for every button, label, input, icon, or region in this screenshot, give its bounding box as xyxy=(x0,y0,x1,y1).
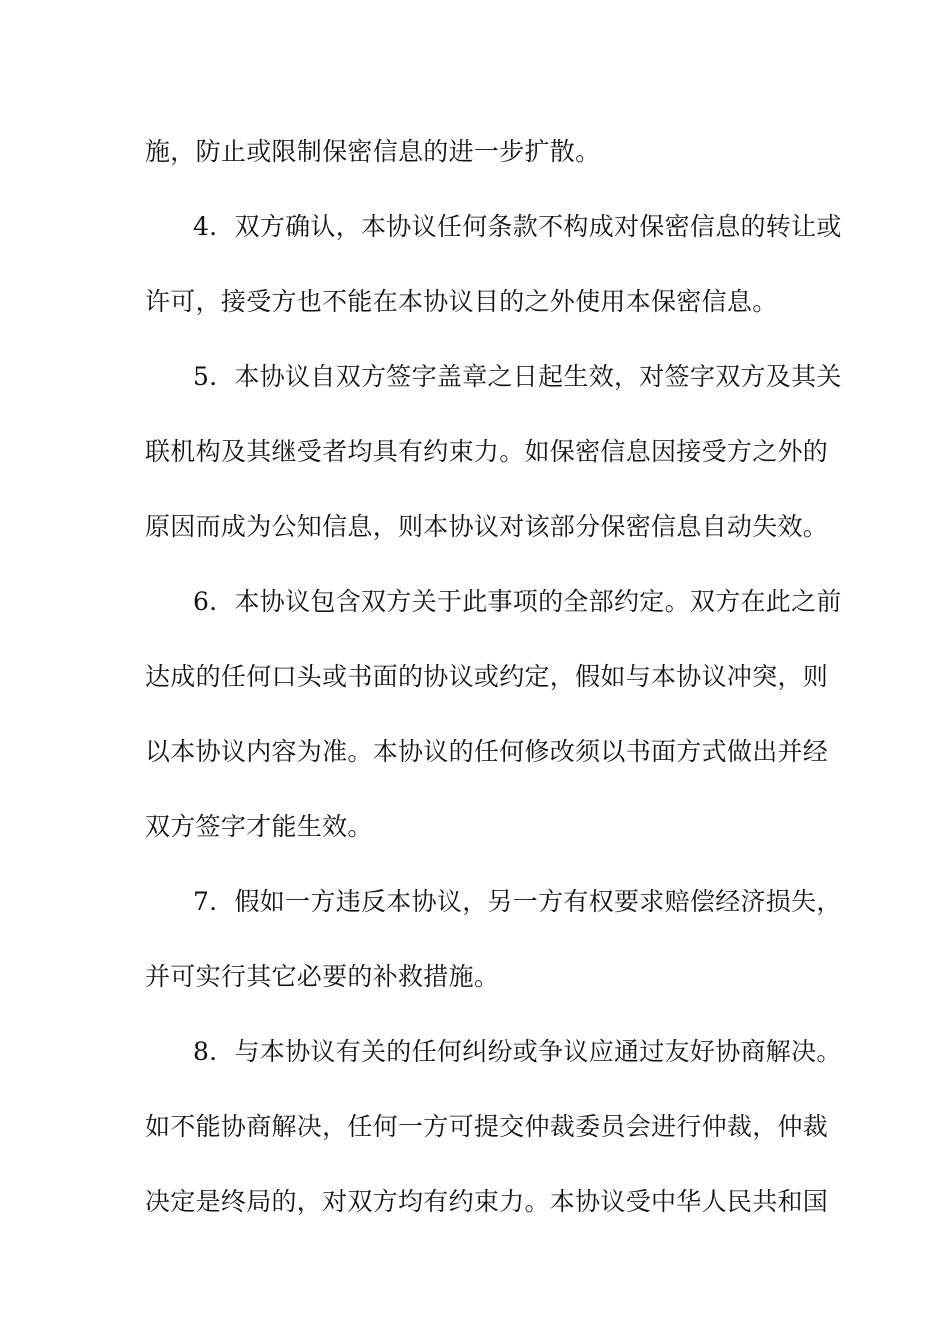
paragraph-line: 联机构及其继受者均具有约束力。如保密信息因接受方之外的 xyxy=(145,437,829,466)
paragraph-line: 施，防止或限制保密信息的进一步扩散。 xyxy=(145,137,601,166)
paragraph-line: 原因而成为公知信息，则本协议对该部分保密信息自动失效。 xyxy=(145,512,829,541)
paragraph-line: 决定是终局的，对双方均有约束力。本协议受中华人民共和国 xyxy=(145,1187,829,1216)
paragraph-line: 以本协议内容为准。本协议的任何修改须以书面方式做出并经 xyxy=(145,737,829,766)
clause-7-line: 7．假如一方违反本协议，另一方有权要求赔偿经济损失， xyxy=(193,887,842,916)
clause-5-line: 5．本协议自双方签字盖章之日起生效，对签字双方及其关 xyxy=(193,362,842,391)
clause-4-line: 4．双方确认，本协议任何条款不构成对保密信息的转让或 xyxy=(193,212,842,241)
paragraph-line: 并可实行其它必要的补救措施。 xyxy=(145,962,500,991)
paragraph-line: 达成的任何口头或书面的协议或约定，假如与本协议冲突，则 xyxy=(145,662,829,691)
paragraph-line: 许可，接受方也不能在本协议目的之外使用本保密信息。 xyxy=(145,287,778,316)
paragraph-line: 如不能协商解决，任何一方可提交仲裁委员会进行仲裁，仲裁 xyxy=(145,1112,829,1141)
clause-8-line: 8．与本协议有关的任何纠纷或争议应通过友好协商解决。 xyxy=(193,1037,842,1066)
clause-6-line: 6．本协议包含双方关于此事项的全部约定。双方在此之前 xyxy=(193,587,842,616)
paragraph-line: 双方签字才能生效。 xyxy=(145,812,373,841)
